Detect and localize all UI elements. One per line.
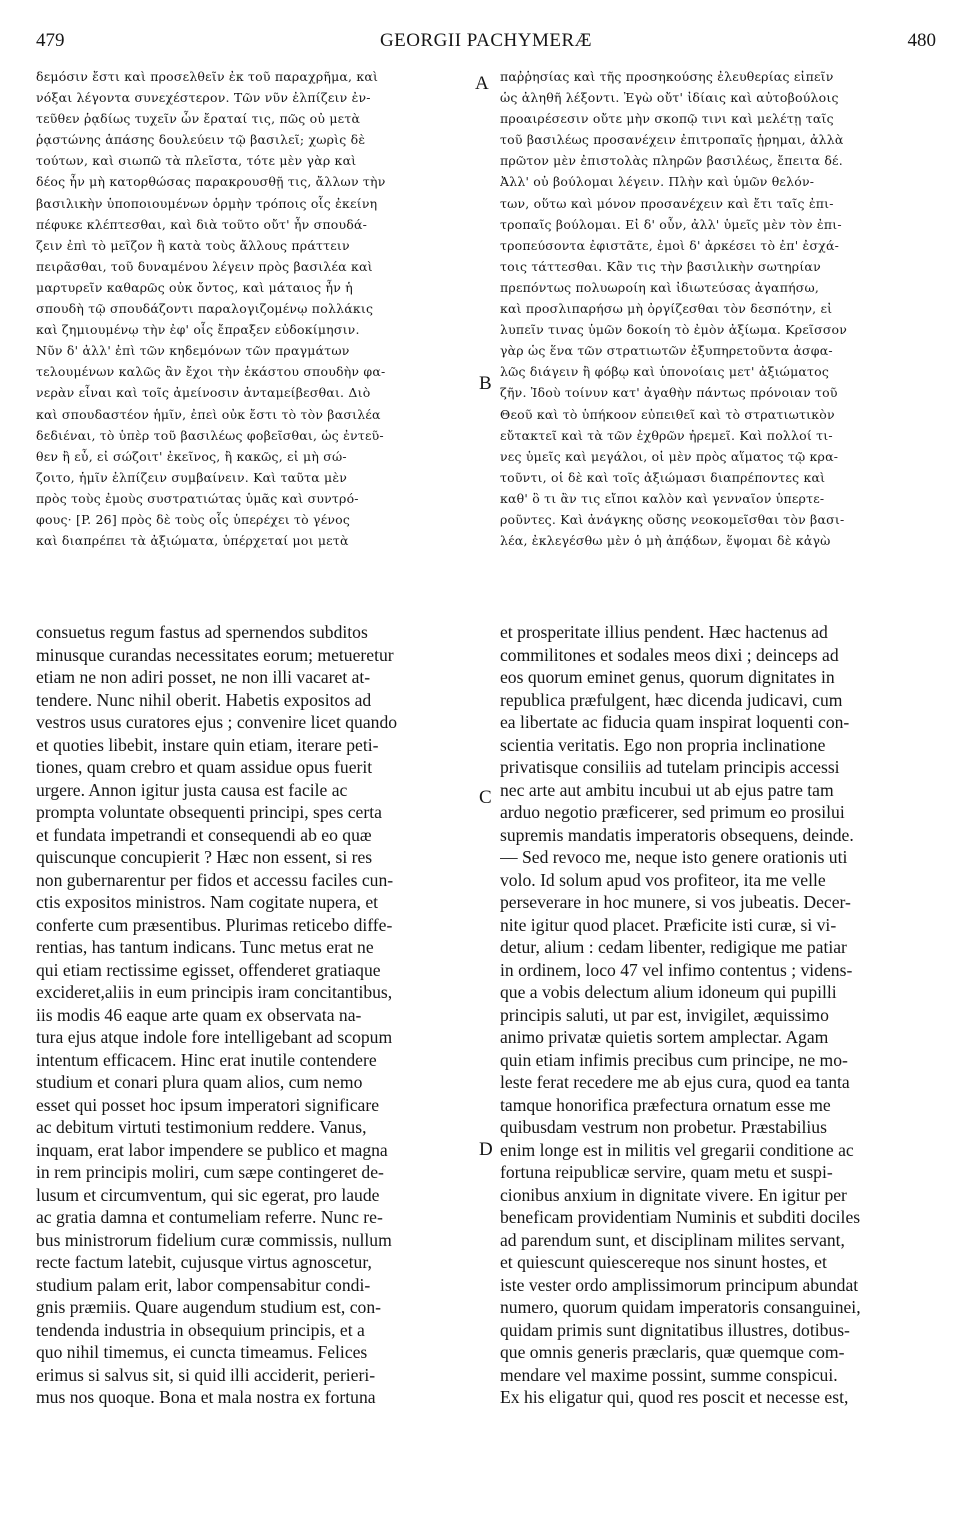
text-line: fortuna reipublicæ servire, quam metu et suspi- bbox=[500, 1162, 833, 1182]
text-line: τροπαῖς βούλομαι. Εἰ δ' οὖν, ἀλλ' ὑμεῖς μὲν τὸν ἐπι- bbox=[500, 216, 842, 232]
text-line: etiam ne non adiri posset, ne non illi vacaret at- bbox=[36, 667, 371, 687]
text-line: intentum efficacem. Hinc erat inutile contendere bbox=[36, 1049, 377, 1070]
text-line: ῥᾳστώνης ἁπάσης δουλεύειν τῷ βασιλεῖ; χωρὶς δὲ bbox=[36, 132, 366, 148]
text-line: et quoties libebit, instare quin etiam, iterare peti- bbox=[36, 734, 379, 755]
text-line: ad parendum sunt, et disciplinam milites servant, bbox=[500, 1229, 845, 1250]
text-line: animo privatæ quietis sortem amplectar. Agam bbox=[500, 1027, 829, 1047]
text-line: inquam, erat labor impendere se publico et magna bbox=[36, 1139, 388, 1160]
text-line: enim longe est in militis vel gregarii conditione ac bbox=[500, 1139, 854, 1160]
greek-column-left bbox=[36, 66, 469, 551]
page-number-right: 480 bbox=[907, 30, 936, 51]
text-line: ac gratia damna et contumeliam referre. Nunc re- bbox=[36, 1207, 383, 1227]
text-line: Θεοῦ καὶ τὸ ὑπήκοον εὐπειθεῖ καὶ τὸ στρατιωτικὸν bbox=[500, 406, 835, 422]
text-line: δεμόσιν ἔστι καὶ προσελθεῖν ἐκ τοῦ παραχρῆμα, καὶ bbox=[36, 69, 379, 84]
text-line: mendare vel maxime possint, summe conspicui. bbox=[500, 1364, 838, 1385]
text-line: καὶ ζημιουμένῳ τὴν ἐφ' οἷς ἔπραξεν εὐδοκίμησιν. bbox=[36, 322, 360, 338]
latin-column-right bbox=[500, 621, 936, 1409]
text-line: in ordinem, loco 47 vel infimo contentus ; videns- bbox=[500, 959, 853, 980]
text-line: λυπεῖν τινας ὑμῶν δοκοίη τὸ ἐμὸν ἀξίωμα. Κρεῖσσον bbox=[500, 322, 848, 338]
text-line: θεν ἢ εὖ, εἰ σώζοιτ' ἐκεῖνος, ἢ κακῶς, εἰ μὴ σώ- bbox=[36, 448, 347, 464]
text-line: νόξαι λέγοντα συνεχέστερον. Τῶν νῦν ἐλπίζειν ἐν- bbox=[36, 90, 371, 106]
text-line: προαιρέσεσιν οὔτε μὴν σκοπῷ τινι καὶ μελέτῃ ταῖς bbox=[500, 111, 834, 127]
text-line: republica præfulgent, hæc dicenda judicavi, cum bbox=[500, 689, 843, 710]
text-line: πρὸς τοὺς ἐμοὺς συστρατιώτας ὑμᾶς καὶ συντρό- bbox=[36, 490, 359, 506]
text-line: et quiescunt quiescereque nos sinunt hostes, et bbox=[500, 1252, 827, 1272]
text-line: urgere. Annon igitur justa causa est facile ac bbox=[36, 779, 348, 800]
text-line: esset qui posset hoc ipsum imperatori significare bbox=[36, 1094, 380, 1115]
text-line: των, οὕτω καὶ μόνον προσανέχειν καὶ ἔτι ταῖς ἐπι- bbox=[500, 195, 834, 211]
text-line: ζοιτο, ἡμῖν ἐλπίζειν συμβαίνειν. Καὶ ταῦτα μὲν bbox=[36, 469, 348, 485]
text-line: tura ejus atque indole fore intelligebant ad scopum bbox=[36, 1027, 393, 1047]
page-number-left: 479 bbox=[36, 30, 65, 51]
text-line: δέος ἦν μὴ κατορθώσας παρακρουσθῇ τις, ἄλλων τὴν bbox=[36, 174, 386, 190]
margin-marker-b: B bbox=[479, 373, 492, 394]
latin-column-left bbox=[36, 621, 474, 1409]
text-line: numero, quorum quidam imperatoris consanguinei, bbox=[500, 1297, 861, 1317]
running-header bbox=[36, 30, 936, 56]
text-line: τεῦθεν ῥᾳδίως τυχεῖν ὧν ἔραταί τις, πῶς οὐ μετὰ bbox=[36, 111, 361, 127]
text-line: et fundata impetrandi et consequendi ab eo quæ bbox=[36, 824, 372, 845]
text-line: detur, alium : cedam libenter, redigique me patiar bbox=[500, 937, 847, 957]
text-line: καθ' ὃ τι ἂν τις εἴποι καλὸν καὶ γενναῖον ὑπερτε- bbox=[500, 490, 825, 506]
text-line: νερὰν εἶναι καὶ τοῖς ἀμείνοσιν ἀνταμείβεσθαι. Διὸ bbox=[36, 385, 371, 401]
text-line: excideret,aliis in eum principis iram concitantibus, bbox=[36, 982, 393, 1002]
text-line: πειρᾶσθαι, τοῦ δυναμένου λέγειν πρὸς βασιλέα καὶ bbox=[36, 258, 373, 274]
text-line: supremis mandatis imperatoris obsequens, deinde. bbox=[500, 824, 854, 845]
text-line: Νῦν δ' ἀλλ' ἐπὶ τῶν κηδεμόνων τῶν πραγμάτων bbox=[36, 343, 350, 359]
text-line: βασιλικὴν ὑποποιουμένων ὁρμὴν τρόποις οἷς ἐκείνη bbox=[36, 195, 378, 211]
text-line: et prosperitate illius pendent. Hæc hactenus ad bbox=[500, 622, 828, 642]
text-line: iis modis 46 eaque arte quam ex observata na- bbox=[36, 1004, 362, 1025]
text-line: Ex his eligatur qui, quod res poscit et necesse est, bbox=[500, 1387, 849, 1407]
text-line: καὶ σπουδαστέον ἡμῖν, ἐπεὶ οὐκ ἔστι τὸ τὸν βασιλέα bbox=[36, 406, 381, 422]
greek-column-right bbox=[500, 66, 936, 551]
text-line: leste ferat recedere me ab ejus cura, quod ea tanta bbox=[500, 1072, 850, 1092]
text-line: qui etiam rectissime egisset, offenderet gratiaque bbox=[36, 959, 381, 980]
text-line: arduo negotio præficerer, sed primum eo prosilui bbox=[500, 802, 845, 822]
text-line: Ἀλλ' οὐ βούλομαι λέγειν. Πλὴν καὶ ὑμῶν θελόν- bbox=[500, 174, 815, 190]
text-line: καὶ διαπρέπει τὰ ἀξιώματα, ὑπέρχεταί μοι μετὰ bbox=[36, 533, 349, 549]
text-line: studium et conari plura quam alios, cum nemo bbox=[36, 1072, 363, 1092]
text-line: que omnis generis præclaris, quæ quemque com- bbox=[500, 1342, 845, 1362]
text-line: prompta voluntate obsequenti principi, spes certa bbox=[36, 802, 382, 822]
text-line: ac debitum virtuti testimonium reddere. Vanus, bbox=[36, 1117, 367, 1137]
text-line: que a vobis delectum alium idoneum qui pupilli bbox=[500, 982, 837, 1002]
text-line: πρῶτον μὲν ἐπιστολὰς πληρῶν βασιλέως, ἔπειτα δέ. bbox=[500, 153, 843, 169]
text-line: σπουδὴ τῷ σπουδάζοντι παραλογιζομένῳ πολλάκις bbox=[36, 301, 374, 317]
text-line: commilitones et sodales meos dixi ; deinceps ad bbox=[500, 644, 839, 665]
text-line: bus ministrorum fidelium curæ commissis, nullum bbox=[36, 1229, 392, 1250]
text-line: — Sed revoco me, neque isto genere orationis uti bbox=[500, 847, 848, 867]
text-line: quo nihil timemus, ei cuncta timeamus. Felices bbox=[36, 1342, 368, 1362]
text-line: quiscunque concupierit ? Hæc non essent, si res bbox=[36, 847, 373, 867]
text-line: δεδιέναι, τὸ ὑπὲρ τοῦ βασιλέως φοβεῖσθαι, ὡς ἐντεῦ- bbox=[36, 427, 384, 443]
text-line: mus nos quoque. Bona et mala nostra ex fortuna bbox=[36, 1387, 376, 1407]
running-title: GEORGII PACHYMERÆ bbox=[379, 30, 593, 51]
text-line: καὶ προσλιπαρήσω μὴ ὀργίζεσθαι τὸν δεσπότην, εἰ bbox=[500, 301, 833, 317]
text-line: τροπεύσοντα ἐφιστᾶτε, ἐμοὶ δ' ἀρκέσει τὸ ἐπ' ἐσχά- bbox=[500, 237, 840, 253]
text-line: privatisque consiliis ad tutelam principis accessi bbox=[500, 757, 840, 777]
text-line: tiones, quam crebro et quam assidue opus fuerit bbox=[36, 757, 373, 777]
text-line: non gubernarentur per fidos et accessu faciles cun- bbox=[36, 869, 394, 890]
text-line: tendere. Nunc nihil oberit. Habetis expositos ad bbox=[36, 689, 372, 710]
text-line: πέφυκε κλέπτεσθαι, καὶ διὰ τοῦτο οὔτ' ἦν σπουδά- bbox=[36, 216, 368, 232]
text-line: cionibus anxium in dignitate vivere. En igitur per bbox=[500, 1184, 847, 1205]
text-line: παῤῥησίας καὶ τῆς προσηκούσης ἐλευθερίας εἰπεῖν bbox=[500, 69, 834, 84]
text-line: studium palam erit, labor compensabitur condi- bbox=[36, 1274, 371, 1295]
text-line: ea libertate ac fiducia quam inspirat loquenti con- bbox=[500, 712, 850, 732]
text-line: quidam primis sunt dignitatibus illustres, dotibus- bbox=[500, 1319, 850, 1340]
text-line: tamque honorifica præfectura ornatum esse me bbox=[500, 1094, 831, 1115]
text-line: εὔτακτεῖ καὶ τὰ τῶν ἐχθρῶν ἠρεμεῖ. Καὶ πολλοί τι- bbox=[500, 427, 833, 443]
text-line: τοῦντι, οἱ δὲ καὶ τοῖς ἀξιώμασι διαπρέποντες καὶ bbox=[500, 469, 826, 485]
text-line: minusque curandas necessitates eorum; metueretur bbox=[36, 644, 394, 665]
margin-marker-a: A bbox=[475, 73, 489, 94]
text-line: ροῦντες. Καὶ ἀνάγκης οὔσης νεοκομεῖσθαι τὸν βασι- bbox=[500, 511, 845, 527]
text-line: πρεπόντως πολυωροίη καὶ ἰδιωτεύσας ἀγαπήσω, bbox=[500, 279, 820, 295]
text-line: μαρτυρεῖν καθαρῶς οὐκ ὄντος, καὶ μάταιος ἦν ἡ bbox=[36, 279, 353, 295]
text-line: quin etiam infimis precibus cum principe, ne mo- bbox=[500, 1049, 848, 1070]
text-line: eos quorum eminet genus, quorum dignitates in bbox=[500, 667, 835, 687]
text-line: λέα, ἐκλεγέσθω μὲν ὁ μὴ ἀπᾴδων, ἕψομαι δὲ κἀγὼ bbox=[500, 533, 831, 549]
text-line: lusum et circumventum, qui sic egerat, pro laude bbox=[36, 1184, 380, 1205]
text-line: vestros usus curatores ejus ; convenire licet quando bbox=[36, 712, 398, 732]
text-line: conferte cum præsentibus. Plurimas reticebo diffe- bbox=[36, 914, 393, 935]
text-line: recte factum latebit, cujusque virtus agnoscetur, bbox=[36, 1252, 372, 1272]
text-line: γὰρ ὡς ἕνα τῶν στρατιωτῶν ἐξυπηρετοῦντα ἀσφα- bbox=[500, 343, 833, 359]
text-line: gnis præmiis. Quare augendum studium est, con- bbox=[36, 1297, 381, 1317]
text-line: φους· [P. 26] πρὸς δὲ τοὺς οἷς ὑπερέχει τὸ γένος bbox=[36, 511, 351, 527]
text-line: λῶς διάγειν ἢ φόβῳ καὶ ὑπονοίαις μετ' ἀξιώματος bbox=[500, 364, 830, 380]
text-line: τούτων, καὶ σιωπῶ τὰ πλεῖστα, τότε μὲν γὰρ καὶ bbox=[36, 153, 357, 169]
margin-marker-d: D bbox=[479, 1139, 493, 1160]
text-line: rentias, has tantum indicans. Tunc metus erat ne bbox=[36, 937, 374, 957]
text-line: in rem principis moliri, cum sæpe contingeret de- bbox=[36, 1162, 384, 1182]
text-line: iste vester ordo amplissimorum principum abundat bbox=[500, 1274, 859, 1295]
text-line: volo. Id solum apud vos profiteor, ita me velle bbox=[500, 869, 826, 890]
text-line: τοῦ βασιλέως προσανέχειν ἐπιτροπαῖς ᾑρημαι, ἀλλὰ bbox=[500, 132, 844, 148]
text-line: scientia veritatis. Ego non propria inclinatione bbox=[500, 734, 826, 755]
text-line: tendenda industria in obsequium principis, et a bbox=[36, 1319, 365, 1340]
text-line: νες ὑμεῖς καὶ μεγάλοι, οἱ μὲν πρὸς αἵματος τῷ κρα- bbox=[500, 448, 839, 464]
text-line: ζῆν. Ἰδοὺ τοίνυν κατ' ἀγαθὴν πάντως πρόνοιαν τοῦ bbox=[500, 385, 838, 401]
text-line: nite igitur quod placet. Præficite isti curæ, si vi- bbox=[500, 914, 837, 935]
margin-marker-c: C bbox=[479, 787, 492, 808]
text-line: beneficam providentiam Numinis et subditi dociles bbox=[500, 1207, 861, 1227]
text-line: τελουμένων καλῶς ἂν ἔχοι τὴν ἑκάστου σπουδὴν φα- bbox=[36, 364, 386, 380]
text-line: erimus si salvus sit, si quid illi acciderit, perieri- bbox=[36, 1364, 376, 1385]
text-line: principis saluti, ut par est, invigilet, æquissimo bbox=[500, 1004, 829, 1025]
text-line: ζειν ἐπὶ τὸ μεῖζον ἢ κατὰ τοὺς ἄλλους πράττειν bbox=[36, 237, 350, 253]
text-line: τοις τάττεσθαι. Κἂν τις τὴν βασιλικὴν σωτηρίαν bbox=[500, 258, 821, 274]
text-line: consuetus regum fastus ad spernendos subditos bbox=[36, 622, 368, 642]
text-line: ὡς ἀληθῆ λέξοντι. Ἐγὼ οὔτ' ἰδίαις καὶ αὐτοβούλοις bbox=[500, 90, 839, 106]
text-line: perseverare in hoc munere, si vos jubeatis. Decer- bbox=[500, 892, 851, 912]
text-line: nec arte aut ambitu incubui ut ab ejus patre tam bbox=[500, 779, 834, 800]
text-line: ctis expositos ministros. Nam cogitate nupera, et bbox=[36, 892, 379, 912]
text-line: quibusdam vestrum non probetur. Præstabilius bbox=[500, 1117, 827, 1137]
